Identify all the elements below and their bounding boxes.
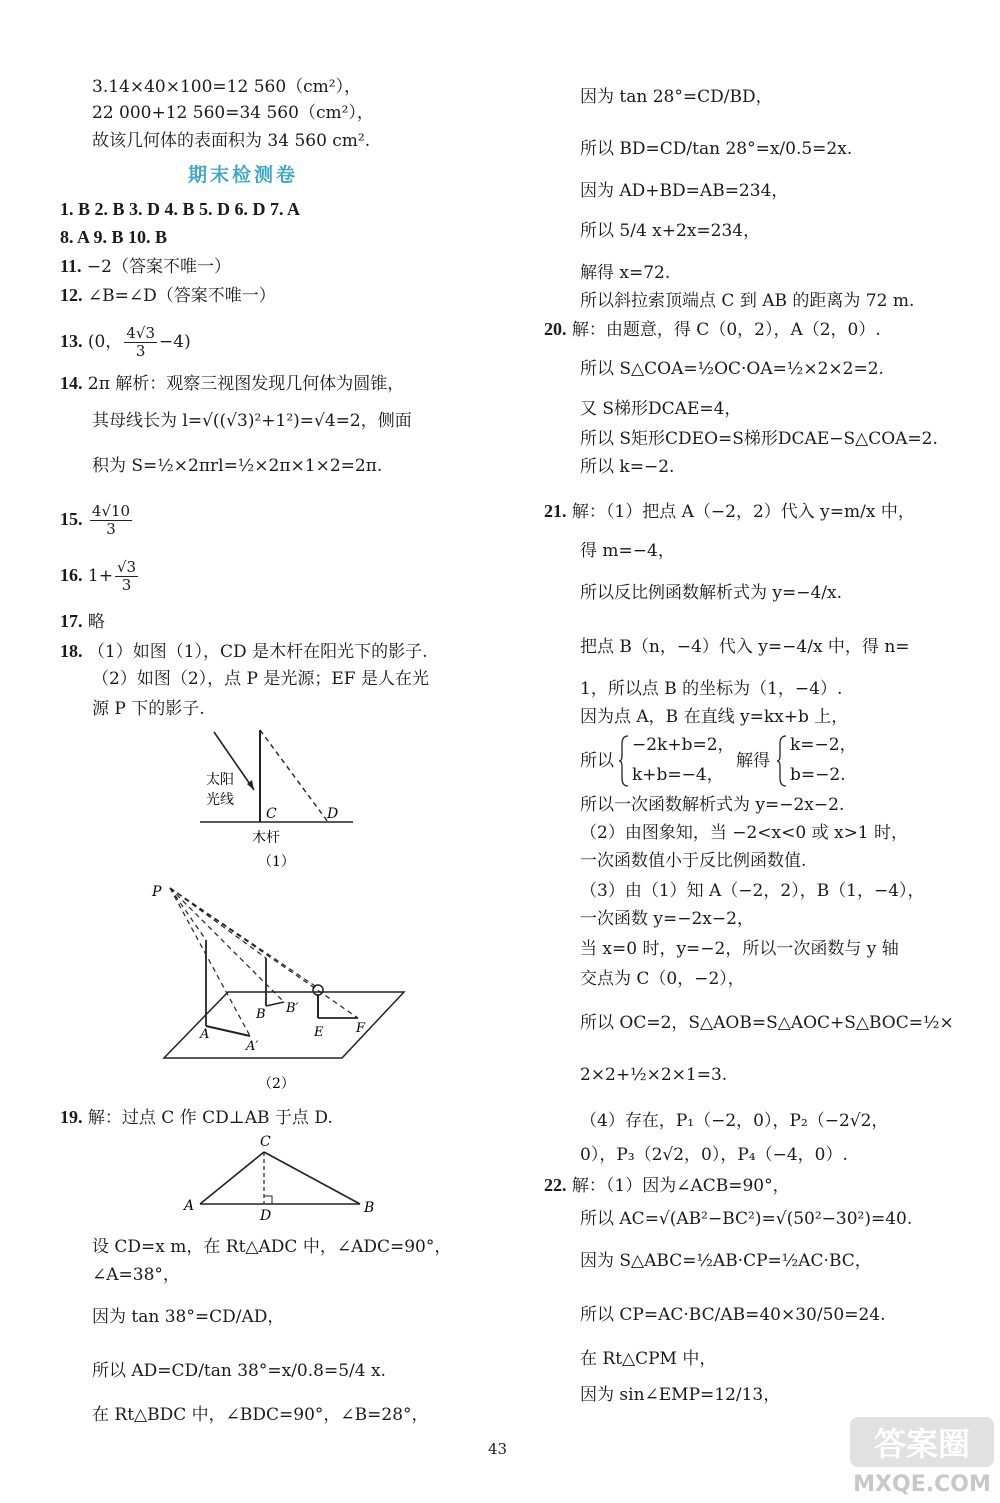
point-label: B′ xyxy=(286,1001,299,1016)
text-line: 其母线长为 l=√((√3)²+1²)=√4=2，侧面 xyxy=(92,411,412,431)
text-line: 因为 tan 38°=CD/AD， xyxy=(92,1307,285,1327)
answer-21 xyxy=(544,500,915,523)
text-line: 2×2+½×2×1=3. xyxy=(580,1065,728,1085)
question-number: 22. xyxy=(544,1175,567,1195)
light-ray xyxy=(170,888,266,958)
answer-text: −4) xyxy=(159,332,191,352)
text-line: （4）存在，P₁（−2，0），P₂（−2√2， xyxy=(580,1111,889,1131)
point-label: B xyxy=(256,1007,266,1022)
denominator: 3 xyxy=(135,342,146,360)
text-line: （2）由图象知，当 −2<x<0 或 x>1 时， xyxy=(580,823,909,843)
text-line: 积为 S=½×2πrl=½×2π×1×2=2π. xyxy=(92,456,383,476)
text-line: 0），P₃（2√2，0），P₄（−4，0）. xyxy=(580,1145,848,1165)
text-line: （3）由（1）知 A（−2，2），B（1，−4）， xyxy=(580,881,925,901)
text-line: 一次函数值小于反比例函数值. xyxy=(580,851,807,871)
figure-triangle xyxy=(176,1132,386,1224)
point-label: D xyxy=(260,1208,272,1224)
denominator: 3 xyxy=(106,520,116,538)
shadow-bb xyxy=(266,1002,284,1006)
equation: k=−2， xyxy=(790,735,857,755)
answer-text: 解：（1）因为∠ACB=90°， xyxy=(571,1176,790,1196)
answer-16 xyxy=(60,556,140,595)
numerator: 4√3 xyxy=(126,324,156,342)
question-number: 17. xyxy=(60,611,83,631)
text-line: 因为点 A，B 在直线 y=kx+b 上， xyxy=(580,707,849,727)
text-line: 所以 S矩形CDEO=S梯形DCAE−S△COA=2. xyxy=(580,429,938,449)
answer-text: 1+ xyxy=(87,566,113,586)
answer-13 xyxy=(60,324,191,360)
answer-12 xyxy=(60,284,276,307)
text-line: 所以 5/4 x+2x=234， xyxy=(580,221,761,241)
answer-row: 1. B 2. B 3. D 4. B 5. D 6. D 7. A xyxy=(60,199,301,219)
text-line: 所以 AD=CD/tan 38°=x/0.8=5/4 x. xyxy=(92,1361,386,1381)
point-label: E xyxy=(314,1025,324,1040)
text-line: 22 000+12 560=34 560（cm²）， xyxy=(92,103,374,123)
point-label: A′ xyxy=(246,1039,259,1054)
fraction xyxy=(124,325,157,360)
light-ray xyxy=(170,888,318,988)
text-line: 因为 AD+BD=AB=234， xyxy=(580,181,789,201)
text-line: （2）如图（2），点 P 是光源；EF 是人在光 xyxy=(92,669,429,689)
answer-text: (0， xyxy=(87,332,123,352)
text-line: 所以 OC=2，S△AOB=S△AOC+S△BOC=½× xyxy=(580,1013,954,1033)
question-number: 16. xyxy=(60,565,83,585)
point-label: C xyxy=(260,1134,271,1150)
question-number: 19. xyxy=(60,1107,83,1127)
light-ray xyxy=(170,888,206,940)
answer-text: 解：由题意，得 C（0，2），A（2，0）. xyxy=(571,320,881,340)
point-label: B xyxy=(364,1200,375,1216)
point-label: F xyxy=(356,1021,366,1036)
fraction xyxy=(115,559,138,594)
text-line: 交点为 C（0，−2）， xyxy=(580,969,745,989)
text-line: ∠A=38°， xyxy=(92,1265,180,1285)
answer-text: −2（答案不唯一） xyxy=(86,257,231,277)
question-number: 13. xyxy=(60,331,83,351)
text-line: 因为 sin∠EMP=12/13， xyxy=(580,1385,781,1405)
answer-text: 解：（1）把点 A（−2，2）代入 y=m/x 中， xyxy=(571,502,915,522)
answer-19 xyxy=(60,1106,333,1129)
figure-caption: （1） xyxy=(258,854,295,870)
answer-text: 解：过点 C 作 CD⊥AB 于点 D. xyxy=(87,1108,333,1128)
text-line: 因为 S△ABC=½AB·CP=½AC·BC， xyxy=(580,1251,872,1271)
answer-text: 2π 解析：观察三视图发现几何体为圆锥， xyxy=(87,374,405,394)
numerator: 4√10 xyxy=(91,502,131,520)
ground-plane xyxy=(164,992,404,1058)
person-head-icon xyxy=(313,985,323,995)
answer-text: 略 xyxy=(87,612,105,632)
text-line: 3.14×40×100=12 560（cm²）， xyxy=(92,77,362,97)
equation: b=−2. xyxy=(790,765,846,785)
text-line: 故该几何体的表面积为 34 560 cm². xyxy=(92,131,371,151)
answer-text: ∠B=∠D（答案不唯一） xyxy=(87,286,276,306)
light-ray xyxy=(170,888,250,1036)
text-line: 所以 CP=AC·BC/AB=40×30/50=24. xyxy=(580,1305,886,1325)
numerator: √3 xyxy=(116,558,137,576)
sun-label: 太阳 xyxy=(206,772,234,788)
pole-label: 木杆 xyxy=(252,830,280,846)
answer-17 xyxy=(60,610,105,633)
question-number: 21. xyxy=(544,501,567,521)
section-title: 期末检测卷 xyxy=(188,164,299,186)
equation: k+b=−4， xyxy=(632,765,724,785)
fraction xyxy=(90,503,132,538)
light-ray xyxy=(170,888,284,1002)
question-number: 15. xyxy=(60,509,83,529)
text-line: 因为 tan 28°=CD/BD， xyxy=(580,87,773,107)
equation: −2k+b=2， xyxy=(632,735,735,755)
sun-label: 光线 xyxy=(206,792,234,808)
text-line: 所以 AC=√(AB²−BC²)=√(50²−30²)=40. xyxy=(580,1209,913,1229)
text-line: 当 x=0 时，y=−2，所以一次函数与 y 轴 xyxy=(580,939,899,959)
question-number: 12. xyxy=(60,285,83,305)
point-label: P xyxy=(152,884,162,900)
text-line: 一次函数 y=−2x−2， xyxy=(580,909,754,929)
question-number: 14. xyxy=(60,373,83,393)
watermark-logo xyxy=(848,1415,996,1499)
text-line: 在 Rt△BDC 中，∠BDC=90°，∠B=28°， xyxy=(92,1405,429,1425)
text-line: 得 m=−4， xyxy=(580,541,675,561)
figure-2-point-light xyxy=(146,878,416,1096)
answer-22 xyxy=(544,1174,790,1197)
svg-text:答案圈: 答案圈 xyxy=(873,1425,971,1463)
answer-row: 8. A 9. B 10. B xyxy=(60,227,168,247)
denominator: 3 xyxy=(121,576,132,594)
point-label: A xyxy=(200,1027,210,1042)
text-line: 所以 S△COA=½OC·OA=½×2×2=2. xyxy=(580,359,884,379)
answer-11 xyxy=(60,255,231,278)
question-number: 11. xyxy=(60,256,82,276)
left-brace-icon xyxy=(776,734,788,788)
right-angle-mark xyxy=(264,1196,272,1204)
answer-text: （1）如图（1），CD 是木杆在阳光下的影子. xyxy=(87,642,428,662)
point-label: C xyxy=(266,806,277,822)
text-line: 把点 B（n，−4）代入 y=−4/x 中，得 n= xyxy=(580,637,910,657)
text-line: 所以 BD=CD/tan 28°=x/0.5=2x. xyxy=(580,139,853,159)
question-number: 18. xyxy=(60,641,83,661)
text-line: 解得 x=72. xyxy=(580,263,671,283)
text-line: 所以反比例函数解析式为 y=−4/x. xyxy=(580,583,843,603)
text-line: 所以斜拉索顶端点 C 到 AB 的距离为 72 m. xyxy=(580,291,915,311)
light-ray xyxy=(170,888,358,1018)
text-line: 设 CD=x m，在 Rt△ADC 中，∠ADC=90°， xyxy=(92,1237,452,1257)
figure-caption: （2） xyxy=(258,1076,295,1092)
text-line: 在 Rt△CPM 中， xyxy=(580,1349,717,1369)
text-line: 所以 k=−2. xyxy=(580,457,675,477)
shadow-aa xyxy=(206,1026,250,1036)
text-line: 所以一次函数解析式为 y=−2x−2. xyxy=(580,795,845,815)
text-line: 解得 xyxy=(736,751,770,771)
point-label: D xyxy=(327,806,339,822)
answer-14 xyxy=(60,372,404,395)
svg-text:MXQE.COM: MXQE.COM xyxy=(853,1472,991,1497)
text-line: 源 P 下的影子. xyxy=(92,699,205,719)
page-number: 43 xyxy=(488,1440,508,1458)
point-label: A xyxy=(184,1198,195,1214)
answer-15 xyxy=(60,500,134,539)
side-ac xyxy=(200,1152,264,1204)
text-line: 1，所以点 B 的坐标为（1，−4）. xyxy=(580,679,843,699)
answer-18 xyxy=(60,640,427,663)
side-bc xyxy=(264,1152,360,1204)
answer-20 xyxy=(544,318,881,341)
figure-1-shadow xyxy=(190,722,370,872)
question-number: 20. xyxy=(544,319,567,339)
text-line: 所以 xyxy=(580,751,614,771)
left-brace-icon xyxy=(618,734,630,788)
text-line: 又 S梯形DCAE=4， xyxy=(580,399,742,419)
